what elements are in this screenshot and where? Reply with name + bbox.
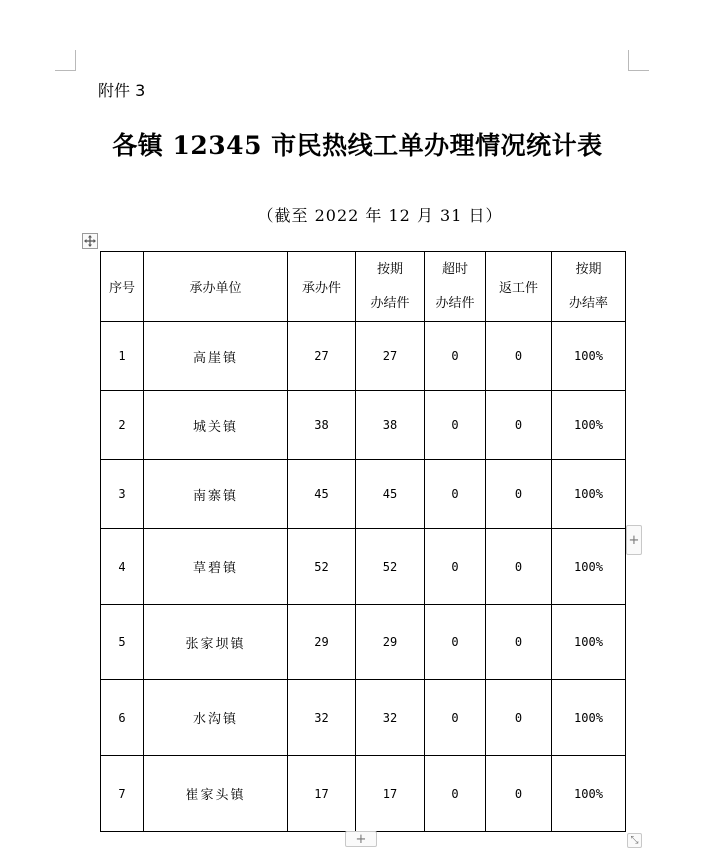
header-cell[interactable]: 按期 办结率 [552,252,626,322]
table-cell[interactable]: 7 [101,756,144,832]
table-cell[interactable]: 52 [288,529,356,605]
add-row-button[interactable] [345,831,377,847]
table-cell[interactable]: 100% [552,391,626,460]
attachment-label: 附件 3 [98,81,146,100]
plus-icon: + [355,831,367,847]
resize-diagonal-icon: ⤡ [630,835,639,846]
table-cell[interactable]: 38 [288,391,356,460]
table-row [101,680,626,756]
table-row [101,529,626,605]
table-cell[interactable]: 南寨镇 [144,460,288,529]
table-cell[interactable]: 0 [425,605,486,680]
table-row [101,605,626,680]
table-cell[interactable]: 0 [486,322,552,391]
table-cell[interactable]: 5 [101,605,144,680]
page-corner-marker-top-left [55,50,76,71]
plus-icon: + [628,532,640,548]
table-row [101,756,626,832]
table-cell[interactable]: 0 [486,529,552,605]
table-cell[interactable]: 水沟镇 [144,680,288,756]
table-cell[interactable]: 2 [101,391,144,460]
statistics-table [100,251,626,832]
move-arrows-icon [84,235,96,247]
page-corner-marker-top-right [628,50,649,71]
table-cell[interactable]: 45 [356,460,425,529]
table-cell[interactable]: 0 [425,680,486,756]
header-cell[interactable]: 返工件 [486,252,552,322]
table-move-handle[interactable] [82,233,98,249]
table-row [101,460,626,529]
table-cell[interactable]: 32 [356,680,425,756]
table-cell[interactable]: 17 [356,756,425,832]
table-cell[interactable]: 29 [356,605,425,680]
table-cell[interactable]: 52 [356,529,425,605]
header-cell[interactable]: 序号 [101,252,144,322]
table-cell[interactable]: 100% [552,460,626,529]
header-cell[interactable]: 超时 办结件 [425,252,486,322]
date-note: （截至 2022 年 12 月 31 日） [257,206,503,225]
table-cell[interactable]: 0 [425,756,486,832]
table-cell[interactable]: 高崖镇 [144,322,288,391]
table-cell[interactable]: 6 [101,680,144,756]
add-column-button[interactable] [626,525,642,555]
table-cell[interactable]: 100% [552,322,626,391]
table-resize-handle[interactable] [627,833,642,848]
table-cell[interactable]: 45 [288,460,356,529]
table-cell[interactable]: 0 [486,460,552,529]
table-cell[interactable]: 0 [486,605,552,680]
document-title: 各镇 12345 市民热线工单办理情况统计表 [112,131,603,160]
header-cell[interactable]: 承办单位 [144,252,288,322]
table-cell[interactable]: 1 [101,322,144,391]
table-cell[interactable]: 100% [552,605,626,680]
table-cell[interactable]: 0 [425,391,486,460]
table-cell[interactable]: 0 [425,322,486,391]
table-cell[interactable]: 0 [425,529,486,605]
table-cell[interactable]: 32 [288,680,356,756]
table-cell[interactable]: 100% [552,529,626,605]
table-cell[interactable]: 4 [101,529,144,605]
table-row [101,322,626,391]
header-cell[interactable]: 按期 办结件 [356,252,425,322]
table-header-row [101,252,626,322]
table-cell[interactable]: 17 [288,756,356,832]
table-cell[interactable]: 0 [486,391,552,460]
table-cell[interactable]: 27 [356,322,425,391]
table-cell[interactable]: 100% [552,680,626,756]
table-cell[interactable]: 张家坝镇 [144,605,288,680]
table-cell[interactable]: 城关镇 [144,391,288,460]
table-cell[interactable]: 29 [288,605,356,680]
table-cell[interactable]: 0 [486,756,552,832]
table-cell[interactable]: 0 [486,680,552,756]
header-cell[interactable]: 承办件 [288,252,356,322]
table-cell[interactable]: 崔家头镇 [144,756,288,832]
table-cell[interactable]: 38 [356,391,425,460]
table-row [101,391,626,460]
table-cell[interactable]: 0 [425,460,486,529]
table-cell[interactable]: 3 [101,460,144,529]
table-cell[interactable]: 草碧镇 [144,529,288,605]
table-cell[interactable]: 100% [552,756,626,832]
table-cell[interactable]: 27 [288,322,356,391]
